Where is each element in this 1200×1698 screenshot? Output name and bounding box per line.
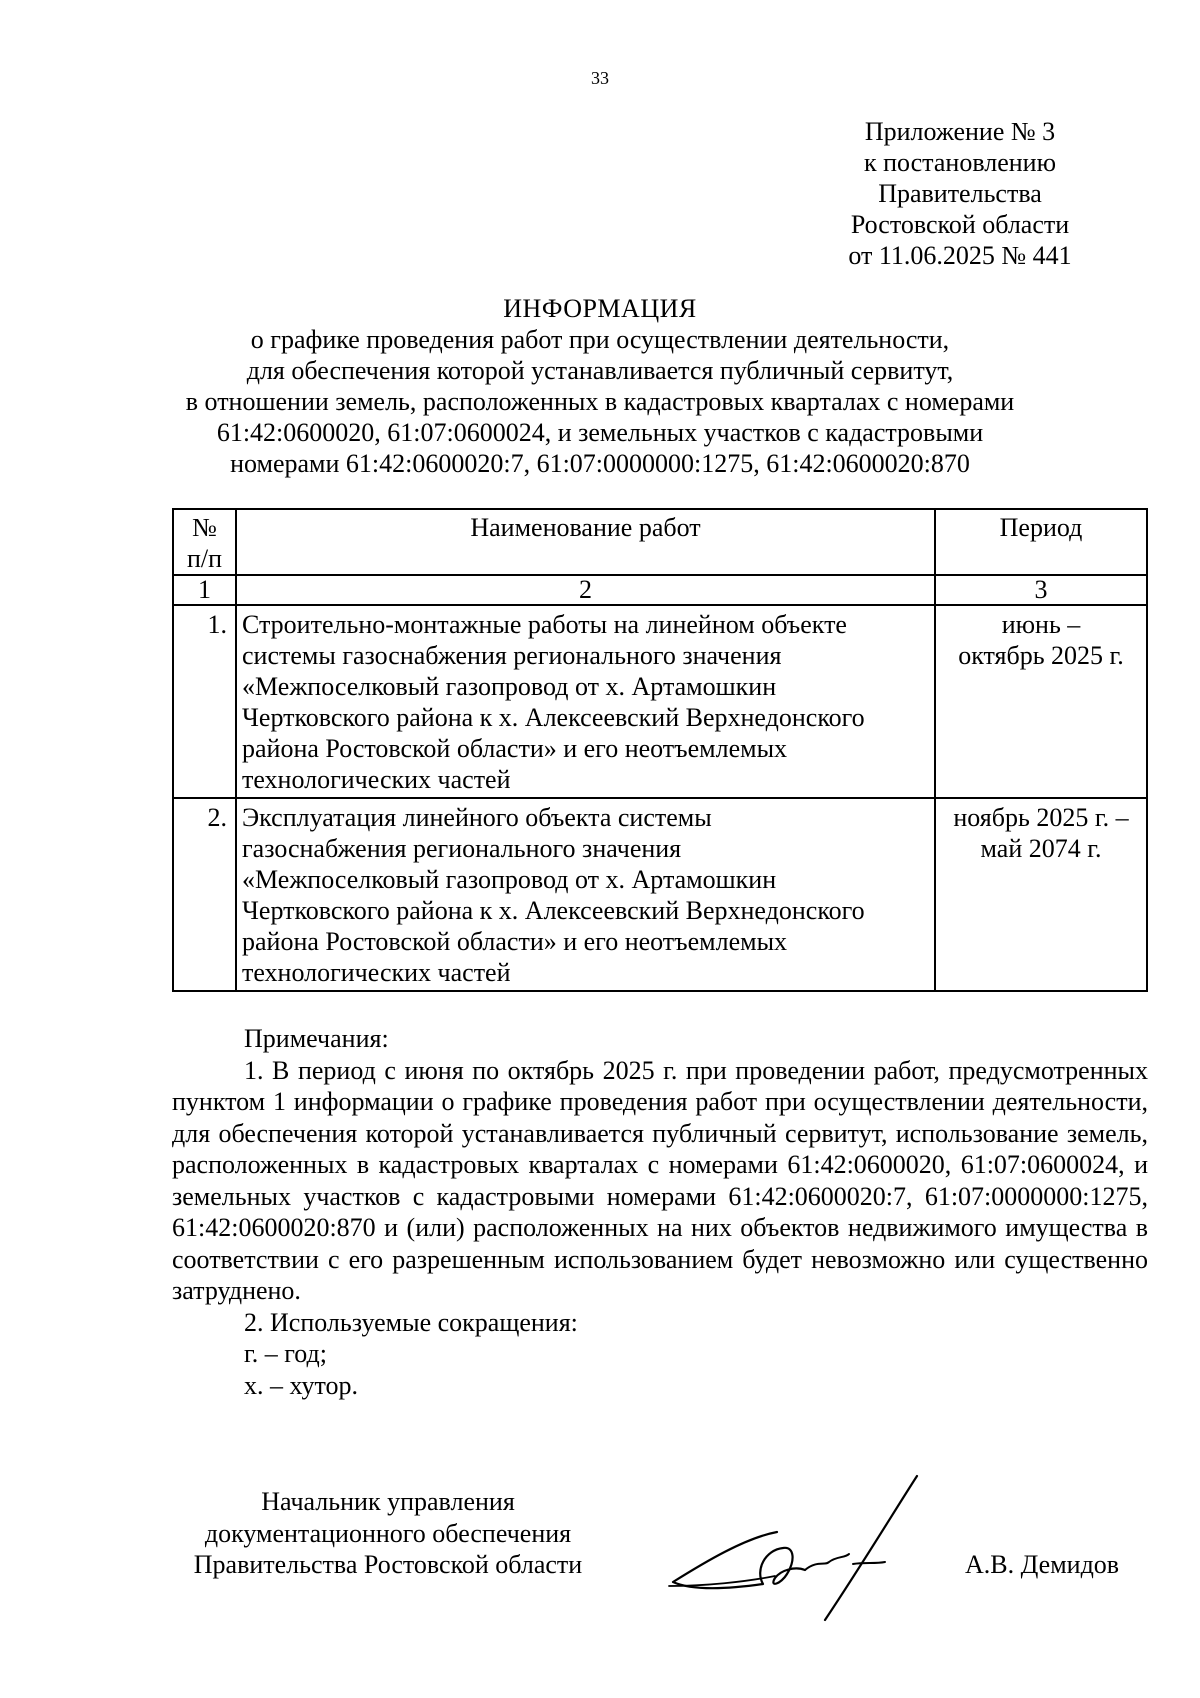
handwritten-signature xyxy=(665,1470,965,1630)
row-work-name: Строительно-монтажные работы на линейном объекте системы газоснабжения регионального значения «Межпоселковый газопровод от х. Артамошкин Чертковского района к х. Алексеевский Верхнедонского района Ростовской области» и его неотъемлемых технологических частей xyxy=(236,605,935,798)
row-number: 2. xyxy=(173,798,236,991)
appendix-line: от 11.06.2025 № 441 xyxy=(848,241,1072,270)
appendix-line: Правительства xyxy=(878,179,1042,208)
abbreviation-item: г. – год; xyxy=(244,1339,327,1368)
column-number: 1 xyxy=(173,575,236,605)
table-row xyxy=(173,798,1147,991)
header-number: № п/п xyxy=(173,509,236,575)
header-period: Период xyxy=(935,509,1147,575)
row-period: ноябрь 2025 г. – май 2074 г. xyxy=(935,798,1147,991)
table-header-row xyxy=(173,509,1147,575)
notes-title: Примечания: xyxy=(244,1024,389,1053)
title-heading: ИНФОРМАЦИЯ xyxy=(503,294,697,323)
signer-position xyxy=(172,1486,604,1581)
appendix-header xyxy=(830,116,1090,271)
appendix-line: к постановлению xyxy=(863,148,1057,177)
row-period: июнь – октябрь 2025 г. xyxy=(935,605,1147,798)
signer-position-line: документационного обеспечения xyxy=(204,1518,572,1548)
appendix-line: Приложение № 3 xyxy=(864,117,1056,146)
signer-position-line: Начальник управления xyxy=(261,1487,515,1516)
title-line: в отношении земель, расположенных в кадастровых кварталах с номерами xyxy=(185,387,1015,416)
row-work-name: Эксплуатация линейного объекта системы газоснабжения регионального значения «Межпоселковый газопровод от х. Артамошкин Чертковского района к х. Алексеевский Верхнедонского района Ростовской области» и его неотъемлемых технологических частей xyxy=(236,798,935,991)
note-paragraph: 1. В период с июня по октябрь 2025 г. при проведении работ, предусмотренных пунктом 1 информации о графике проведения работ при осуществлении деятельности, для обеспечения которой устанавливается публичный сервитут, использование земель, расположенных в кадастровых кварталах с номерами 61:42:0600020, 61:07:0600024, и земельных участков с кадастровыми номерами 61:42:0600020:7, 61:07:0000000:1275, 61:42:0600020:870 и (или) расположенных на них объектов недвижимого имущества в соответствии с его разрешенным использованием будет невозможно или существенно затруднено. xyxy=(172,1055,1148,1305)
header-name: Наименование работ xyxy=(236,509,935,575)
page-number: 33 xyxy=(591,68,609,88)
title-line: 61:42:0600020, 61:07:0600024, и земельных участков с кадастровыми xyxy=(216,418,984,447)
title-line: о графике проведения работ при осуществлении деятельности, xyxy=(250,325,950,354)
signer-name: А.В. Демидов xyxy=(965,1550,1120,1579)
notes-section xyxy=(172,1023,1148,1401)
signer-position-line: Правительства Ростовской области xyxy=(193,1550,583,1579)
works-schedule-table xyxy=(172,508,1148,992)
note-paragraph: 2. Используемые сокращения: xyxy=(244,1307,578,1337)
column-number: 3 xyxy=(935,575,1147,605)
column-number: 2 xyxy=(236,575,935,605)
abbreviation-item: х. – хутор. xyxy=(244,1370,359,1400)
title-line: номерами 61:42:0600020:7, 61:07:0000000:1275, 61:42:0600020:870 xyxy=(230,449,970,478)
table-row xyxy=(173,605,1147,798)
title-line: для обеспечения которой устанавливается публичный сервитут, xyxy=(246,356,954,385)
appendix-line: Ростовской области xyxy=(850,210,1070,239)
column-number-row xyxy=(173,575,1147,605)
document-title xyxy=(0,293,1200,479)
row-number: 1. xyxy=(173,605,236,798)
